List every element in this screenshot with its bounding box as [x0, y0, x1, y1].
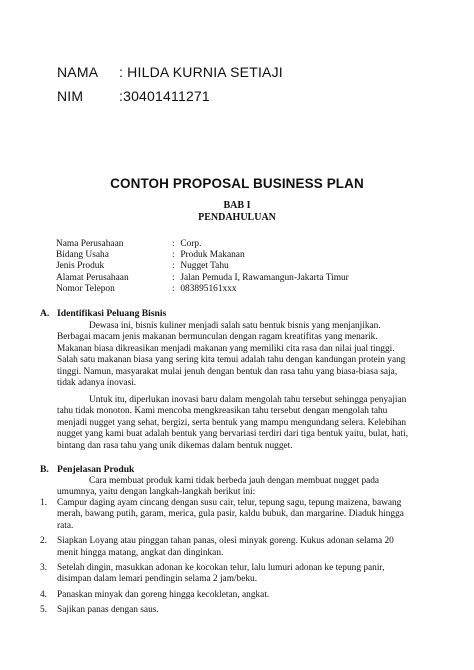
info-separator: :: [172, 283, 175, 294]
info-value: Nugget Tahu: [180, 261, 229, 272]
text-line: Makanan biasa dikreasikan menjadi makanan yang memiliki cita rasa dan nilai jual tinggi.: [57, 343, 395, 354]
info-key: Nomor Telepon: [56, 283, 115, 294]
student-name-row: [57, 64, 283, 80]
nim-label: NIM: [57, 88, 84, 104]
company-info-row: [56, 261, 349, 272]
section-title: Penjelasan Produk: [57, 464, 135, 475]
name-label: NAMA: [57, 64, 99, 80]
info-separator: :: [172, 272, 175, 283]
info-separator: :: [172, 261, 175, 272]
company-info-row: [56, 284, 349, 295]
list-item: [40, 536, 440, 559]
text-line: menjadi nugget yang sehat, bergizi, serta bentuk yang mampu mengundang selera. Kelebihan: [57, 417, 407, 428]
document-title: CONTOH PROPOSAL BUSINESS PLAN: [110, 176, 364, 191]
info-value: 083895161xxx: [180, 283, 237, 294]
steps-list: [40, 498, 440, 621]
text-line: rata.: [57, 520, 74, 531]
text-line: Dewasa ini, bisnis kuliner menjadi salah satu bentuk bisnis yang menjanjikan.: [89, 321, 381, 331]
info-key: Bidang Usaha: [56, 250, 109, 261]
paragraph: [57, 476, 432, 499]
section-title: Identifikasi Peluang Bisnis: [57, 308, 167, 319]
text-line: nugget yang kami buat adalah bentuk yang bervariasi terdiri dari tiga bentuk yaitu, bulat, hati,: [57, 429, 409, 440]
list-number: 1.: [40, 498, 48, 508]
student-nim-row: [57, 88, 210, 104]
company-info-row: [56, 273, 349, 284]
text-line: Setelah dingin, masukkan adonan ke kocokan telur, lalu lumuri adonan ke tepung panir,: [57, 563, 385, 574]
info-value: Jalan Pemuda I, Rawamangun-Jakarta Timur: [180, 272, 349, 283]
text-line: disimpan dalam lemari pendingin selama 2 jam/beku.: [57, 574, 258, 585]
text-line: umumnya, yaitu dengan langkah-langkah berikut ini:: [57, 487, 256, 498]
text-line: tahu tidak monoton. Kami mencoba mengkreasikan tahu tersebut dengan mengolah tahu: [57, 406, 388, 417]
nim-value: :30401411271: [119, 88, 210, 104]
info-value: Produk Makanan: [180, 250, 245, 261]
section-heading: [40, 464, 134, 475]
text-line: Berbagai macam jenis makanan bermunculan dengan ragam kreatifitas yang menarik.: [57, 332, 378, 343]
info-separator: :: [172, 239, 175, 249]
list-number: 4.: [40, 589, 48, 600]
paragraph: [57, 321, 432, 389]
company-info: [56, 239, 349, 295]
section-heading: [40, 308, 166, 319]
name-value: : HILDA KURNIA SETIAJI: [119, 64, 283, 80]
text-line: menit hingga matang, angkat dan dinginkan.: [57, 547, 224, 558]
text-line: tinggi. Namun, masyarakat mulai jenuh dengan bentuk dan rasa tahu yang biasa-biasa saja,: [57, 366, 398, 377]
list-number: 3.: [40, 563, 48, 574]
text-line: Untuk itu, diperlukan inovasi baru dalam mengolah tahu tersebut sehingga penyajian: [89, 395, 407, 405]
text-line: Salah satu makanan biasa yang sering kita temui adalah tahu dengan kandungan protein yang: [57, 355, 406, 366]
info-separator: :: [172, 250, 175, 261]
info-value: Corp.: [180, 239, 202, 249]
info-key: Nama Perusahaan: [56, 239, 124, 249]
chapter-title: PENDAHULUAN: [198, 212, 276, 223]
text-line: merah, bawang putih, garam, merica, gula pasir, kaldu bubuk, dan margarine. Diaduk hingga: [57, 509, 404, 520]
company-info-row: [56, 250, 349, 261]
list-number: 5.: [40, 605, 48, 616]
text-line: bintang dan rasa tahu yang unik dikemas dalam bentuk nugget.: [57, 440, 293, 451]
chapter-number: BAB I: [223, 200, 251, 211]
text-line: Campur daging ayam cincang dengan susu cair, telur, tepung sagu, tepung maizena, bawang: [57, 498, 402, 508]
text-line: Cara membuat produk kami tidak berbeda jauh dengan membuat nugget pada: [89, 476, 380, 486]
text-line: tidak adanya inovasi.: [57, 378, 137, 389]
info-key: Jenis Produk: [56, 261, 105, 272]
text-line: Panaskan minyak dan goreng hingga kecokletan, angkat.: [57, 589, 270, 600]
list-number: 2.: [40, 536, 48, 547]
text-line: Sajikan panas dengan saus.: [57, 605, 159, 616]
info-key: Alamat Perusahaan: [56, 272, 129, 283]
section-number: A.: [40, 308, 50, 319]
company-info-row: [56, 239, 349, 250]
list-item: [40, 563, 440, 586]
list-item: [40, 590, 440, 601]
section-number: B.: [40, 464, 49, 475]
list-item: [40, 605, 440, 616]
text-line: Siapkan Loyang atau pinggan tahan panas, olesi minyak goreng. Kukus adonan selama 20: [57, 536, 394, 547]
paragraph: [57, 395, 432, 452]
list-item: [40, 498, 440, 532]
